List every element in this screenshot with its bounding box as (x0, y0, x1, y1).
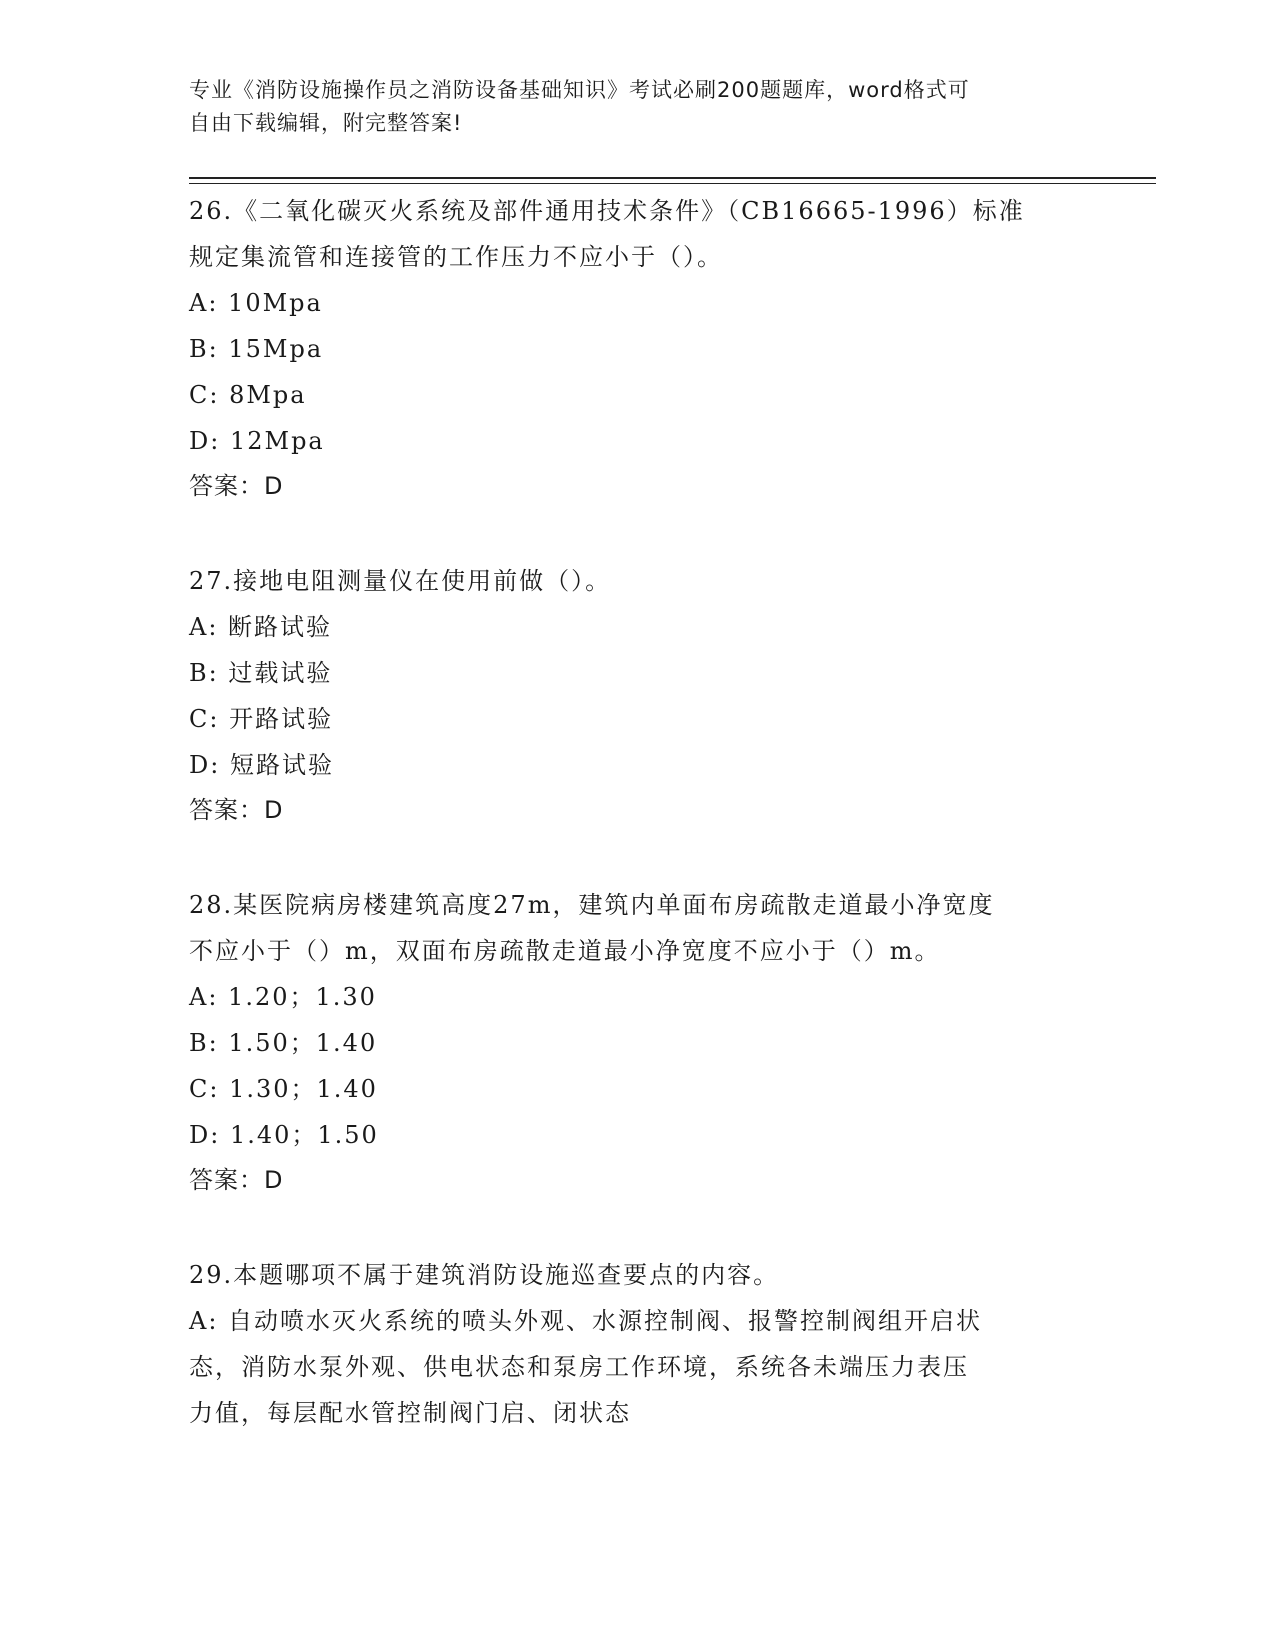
option-a: A: 自动喷水灭火系统的喷头外观、水源控制阀、报警控制阀组开启状 (189, 1307, 983, 1335)
question-text-line: 29.本题哪项不属于建筑消防设施巡查要点的内容。 (189, 1261, 780, 1289)
option-b: B: 15Mpa (189, 335, 324, 363)
option-c: C: 8Mpa (189, 381, 307, 409)
option-a: A: 1.20；1.30 (189, 983, 377, 1011)
option-a-continued: 力值，每层配水管控制阀门启、闭状态 (189, 1399, 631, 1427)
answer-text: 答案：D (189, 472, 284, 500)
answer-text: 答案：D (189, 796, 284, 824)
question-text-line: 28.某医院病房楼建筑高度27m，建筑内单面布房疏散走道最小净宽度 (189, 891, 995, 919)
header-line-2: 自由下载编辑，附完整答案! (189, 111, 463, 135)
option-d: D: 1.40；1.50 (189, 1121, 379, 1149)
question-text-line: 规定集流管和连接管的工作压力不应小于（）。 (189, 243, 723, 271)
header-divider-thick (189, 177, 1156, 179)
question-26 (189, 188, 1089, 508)
question-text-line: 不应小于（）m，双面布房疏散走道最小净宽度不应小于（）m。 (189, 937, 941, 965)
question-29 (189, 1252, 1089, 1436)
option-b: B: 1.50；1.40 (189, 1029, 378, 1057)
question-27 (189, 558, 1089, 832)
header-divider-thin (189, 183, 1156, 184)
option-a: A: 断路试验 (189, 613, 333, 641)
answer-text: 答案：D (189, 1166, 284, 1194)
question-text-line: 26.《二氧化碳灭火系统及部件通用技术条件》（CB16665-1996）标准 (189, 197, 1025, 225)
option-c: C: 1.30；1.40 (189, 1075, 378, 1103)
option-b: B: 过载试验 (189, 659, 333, 687)
option-a-continued: 态，消防水泵外观、供电状态和泵房工作环境，系统各未端压力表压 (189, 1353, 969, 1381)
document-header (189, 74, 1089, 140)
header-line-1: 专业《消防设施操作员之消防设备基础知识》考试必刷200题题库，word格式可 (189, 78, 970, 102)
option-c: C: 开路试验 (189, 705, 334, 733)
option-d: D: 12Mpa (189, 427, 325, 455)
option-a: A: 10Mpa (189, 289, 323, 317)
question-list (189, 188, 1089, 1486)
question-text-line: 27.接地电阻测量仪在使用前做（）。 (189, 567, 612, 595)
question-28 (189, 882, 1089, 1202)
option-d: D: 短路试验 (189, 751, 334, 779)
